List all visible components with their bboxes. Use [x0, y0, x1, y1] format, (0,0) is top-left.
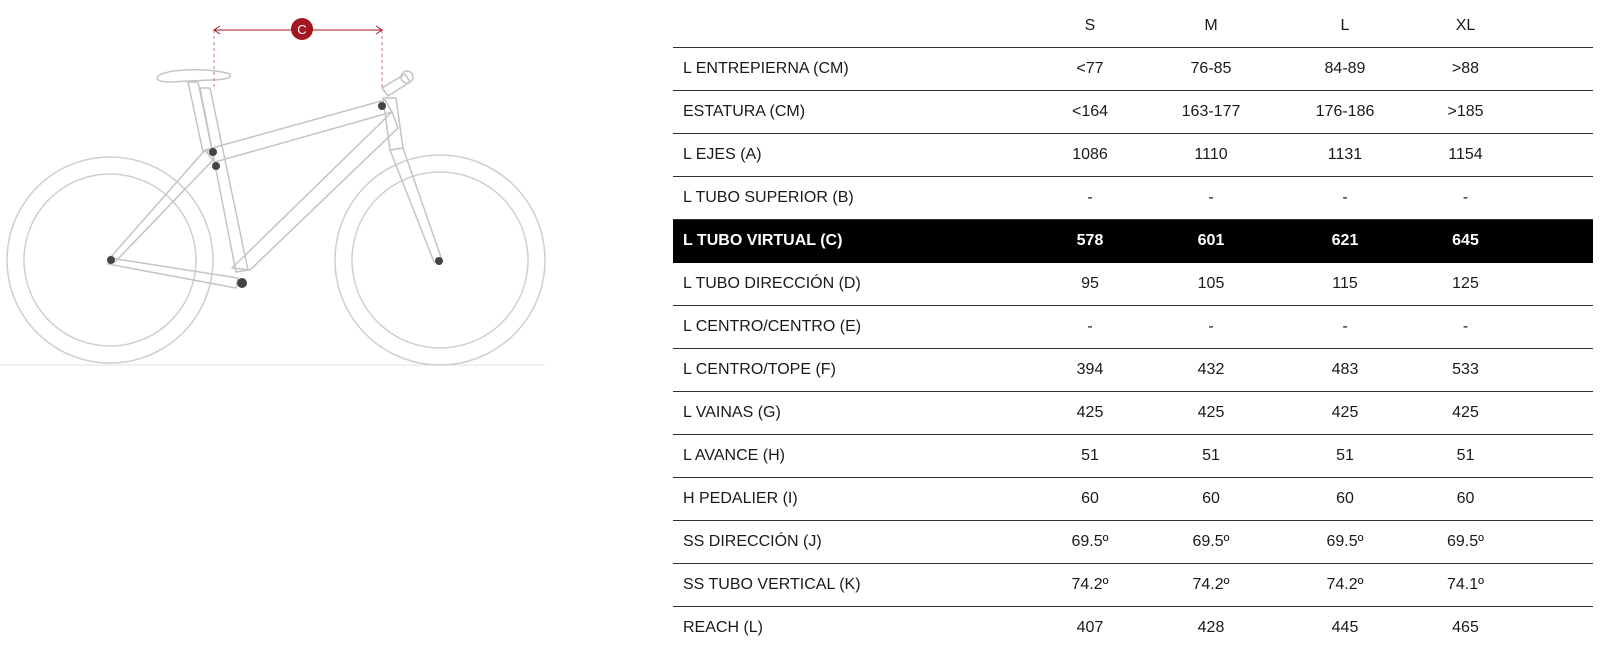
cell-pad [1513, 306, 1593, 349]
table-row [673, 306, 1593, 349]
row-label: L EJES (A) [673, 134, 1030, 177]
table-row-highlighted [673, 220, 1593, 263]
row-label: L CENTRO/TOPE (F) [673, 349, 1030, 392]
cell-s: 425 [1030, 392, 1150, 435]
table-row [673, 564, 1593, 607]
cell-xl: 69.5º [1418, 521, 1513, 564]
cell-l: 621 [1272, 220, 1418, 263]
cell-xl: 60 [1418, 478, 1513, 521]
cell-s: 60 [1030, 478, 1150, 521]
size-header-l: L [1272, 5, 1418, 48]
cell-m: 163-177 [1150, 91, 1272, 134]
cell-s: - [1030, 306, 1150, 349]
row-label: SS TUBO VERTICAL (K) [673, 564, 1030, 607]
cell-s: 51 [1030, 435, 1150, 478]
cell-m: 74.2º [1150, 564, 1272, 607]
cell-xl: 1154 [1418, 134, 1513, 177]
cell-m: 1110 [1150, 134, 1272, 177]
cell-pad [1513, 134, 1593, 177]
header-pad-cell [1513, 5, 1593, 48]
cell-pad [1513, 91, 1593, 134]
cell-m: 425 [1150, 392, 1272, 435]
cell-m: 428 [1197, 619, 1225, 636]
header-label-cell [673, 5, 1030, 48]
table-row [673, 607, 1593, 650]
cell-s: 394 [1030, 349, 1150, 392]
table-row [673, 349, 1593, 392]
cell-s: 69.5º [1030, 521, 1150, 564]
frame [108, 70, 442, 288]
table-row [673, 91, 1593, 134]
row-label: L TUBO SUPERIOR (B) [673, 177, 1030, 220]
cell-m: - [1150, 306, 1272, 349]
cell-xl: - [1418, 306, 1513, 349]
cell-s: 1086 [1030, 134, 1150, 177]
cell-xl: - [1418, 177, 1513, 220]
cell-l: 60 [1272, 478, 1418, 521]
cell-xl: >185 [1418, 91, 1513, 134]
cell-pad [1513, 263, 1593, 306]
dimension-c-marker [214, 18, 382, 90]
cell-xl: 533 [1418, 349, 1513, 392]
cell-s: 578 [1030, 220, 1150, 263]
cell-s: <77 [1030, 48, 1150, 91]
cell-s: - [1030, 177, 1150, 220]
cell-l: 425 [1272, 392, 1418, 435]
row-label: ESTATURA (CM) [673, 91, 1030, 134]
cell-m: 51 [1150, 435, 1272, 478]
row-label: H PEDALIER (I) [673, 478, 1030, 521]
cell-l: - [1272, 306, 1418, 349]
table-row [673, 134, 1593, 177]
cell-xl: 125 [1418, 263, 1513, 306]
cell-l: 115 [1272, 263, 1418, 306]
cell-pad [1513, 220, 1593, 263]
cell-pad [1513, 349, 1593, 392]
row-label: REACH (L) [683, 619, 764, 636]
cell-l: 51 [1272, 435, 1418, 478]
bike-illustration [0, 0, 560, 380]
cell-l: 1131 [1272, 134, 1418, 177]
cell-m: 105 [1150, 263, 1272, 306]
cell-pad [1513, 392, 1593, 435]
cell-xl: 645 [1418, 220, 1513, 263]
row-label: L CENTRO/CENTRO (E) [673, 306, 1030, 349]
cell-s: 95 [1030, 263, 1150, 306]
size-header-s: S [1030, 5, 1150, 48]
row-label: L TUBO VIRTUAL (C) [673, 220, 1030, 263]
size-header-m: M [1150, 5, 1272, 48]
row-label: L ENTREPIERNA (CM) [673, 48, 1030, 91]
cell-s: <164 [1030, 91, 1150, 134]
cell-pad [1513, 435, 1593, 478]
cell-pad [1513, 564, 1593, 607]
table-row [673, 521, 1593, 564]
table-row [673, 435, 1593, 478]
bike-geometry-diagram [0, 0, 560, 380]
cell-pad [1513, 521, 1593, 564]
cell-xl: 51 [1418, 435, 1513, 478]
size-header-row [673, 5, 1593, 48]
cell-xl: 465 [1452, 619, 1479, 636]
table-row [673, 263, 1593, 306]
cell-l: 74.2º [1272, 564, 1418, 607]
cell-xl: 74.1º [1418, 564, 1513, 607]
row-label: L AVANCE (H) [673, 435, 1030, 478]
cell-l: 69.5º [1272, 521, 1418, 564]
row-label: L TUBO DIRECCIÓN (D) [673, 263, 1030, 306]
cell-m: 601 [1150, 220, 1272, 263]
table-row [673, 478, 1593, 521]
cell-m: 432 [1150, 349, 1272, 392]
cell-pad [1513, 478, 1593, 521]
table-row [673, 177, 1593, 220]
cell-xl: 425 [1418, 392, 1513, 435]
cell-l: - [1272, 177, 1418, 220]
row-label: SS DIRECCIÓN (J) [673, 521, 1030, 564]
dimension-c-label: C [297, 22, 307, 37]
cell-pad [1513, 177, 1593, 220]
table-row [673, 392, 1593, 435]
size-header-xl: XL [1418, 5, 1513, 48]
cell-pad [1513, 607, 1593, 650]
cell-m: 60 [1150, 478, 1272, 521]
cell-m: - [1150, 177, 1272, 220]
cell-l: 176-186 [1272, 91, 1418, 134]
cell-l: 483 [1272, 349, 1418, 392]
row-label: L VAINAS (G) [673, 392, 1030, 435]
cell-pad [1513, 48, 1593, 91]
geometry-table [673, 5, 1593, 649]
table-row [673, 48, 1593, 91]
cell-s: 407 [1076, 619, 1104, 636]
cell-s: 74.2º [1030, 564, 1150, 607]
cell-l: 84-89 [1272, 48, 1418, 91]
cell-l: 445 [1331, 619, 1359, 636]
cell-m: 76-85 [1150, 48, 1272, 91]
cell-xl: >88 [1418, 48, 1513, 91]
cell-m: 69.5º [1150, 521, 1272, 564]
